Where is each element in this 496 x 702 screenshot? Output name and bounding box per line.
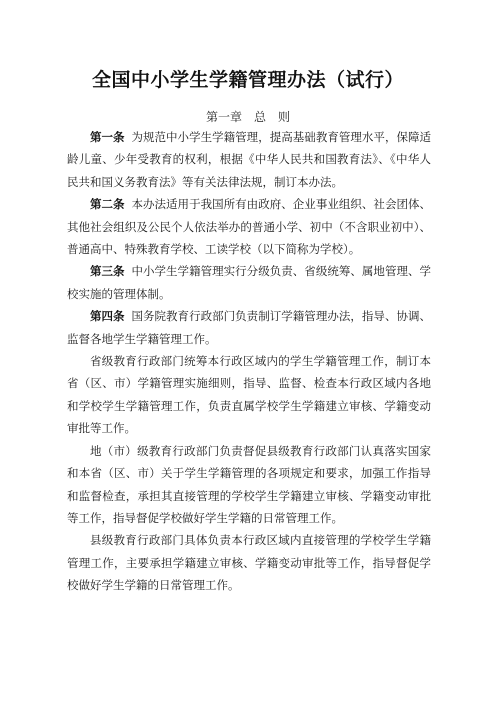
article-text: 中小学生学籍管理实行分级负责、省级统筹、属地管理、学校实施的管理体制。 — [67, 264, 432, 301]
article-text: 为规范中小学生学籍管理，提高基础教育管理水平，保障适龄儿童、少年受教育的权利，根据《中华人民共和国教育法》、《中华人民共和国义务教育法》等有关法律法规，制订本办法。 — [67, 130, 432, 189]
paragraph-county — [67, 529, 431, 596]
paragraph-text: 县级教育行政部门具体负责本行政区域内直接管理的学校学生学籍管理工作，主要承担学籍建立审核、学籍变动审批等工作，指导督促学校做好学生学籍的日常管理工作。 — [67, 533, 431, 593]
paragraph-prefectural — [67, 440, 431, 530]
article-number: 第三条 — [90, 264, 125, 279]
article-number: 第四条 — [90, 309, 125, 324]
chapter-heading: 第一章 总 则 — [205, 110, 290, 124]
paragraph-article-3 — [67, 260, 431, 305]
document-body — [67, 126, 431, 597]
paragraph-article-2 — [67, 193, 431, 260]
paragraph-provincial — [67, 350, 431, 440]
article-number: 第一条 — [90, 130, 125, 144]
paragraph-article-4 — [67, 305, 431, 350]
paragraph-article-1 — [67, 126, 431, 193]
article-text: 本办法适用于我国所有由政府、企业事业组织、社会团体、其他社会组织及公民个人依法举办的普通小学、初中（不含职业初中）、普通高中、特殊教育学校、工读学校（以下简称为学校）。 — [67, 197, 432, 257]
document-title: 全国中小学生学籍管理办法（试行） — [91, 69, 404, 91]
article-number: 第二条 — [90, 197, 125, 212]
paragraph-text: 地（市）级教育行政部门负责督促县级教育行政部门认真落实国家和本省（区、市）关于学生学籍管理的各项规定和要求，加强工作指导和监督检查，承担其直接管理的学校学生学籍建立审核、学籍变动审批等工作，指导督促学校做好学生学籍的日常管理工作。 — [67, 443, 431, 525]
article-text: 国务院教育行政部门负责制订学籍管理办法，指导、协调、监督各地学生学籍管理工作。 — [67, 309, 432, 346]
paragraph-text: 省级教育行政部门统筹本行政区域内的学生学籍管理工作，制订本省（区、市）学籍管理实施细则，指导、监督、检查本行政区域内各地和学校学生学籍管理工作，负责直属学校学生学籍建立审核、学籍变动审批等工作。 — [67, 354, 431, 436]
